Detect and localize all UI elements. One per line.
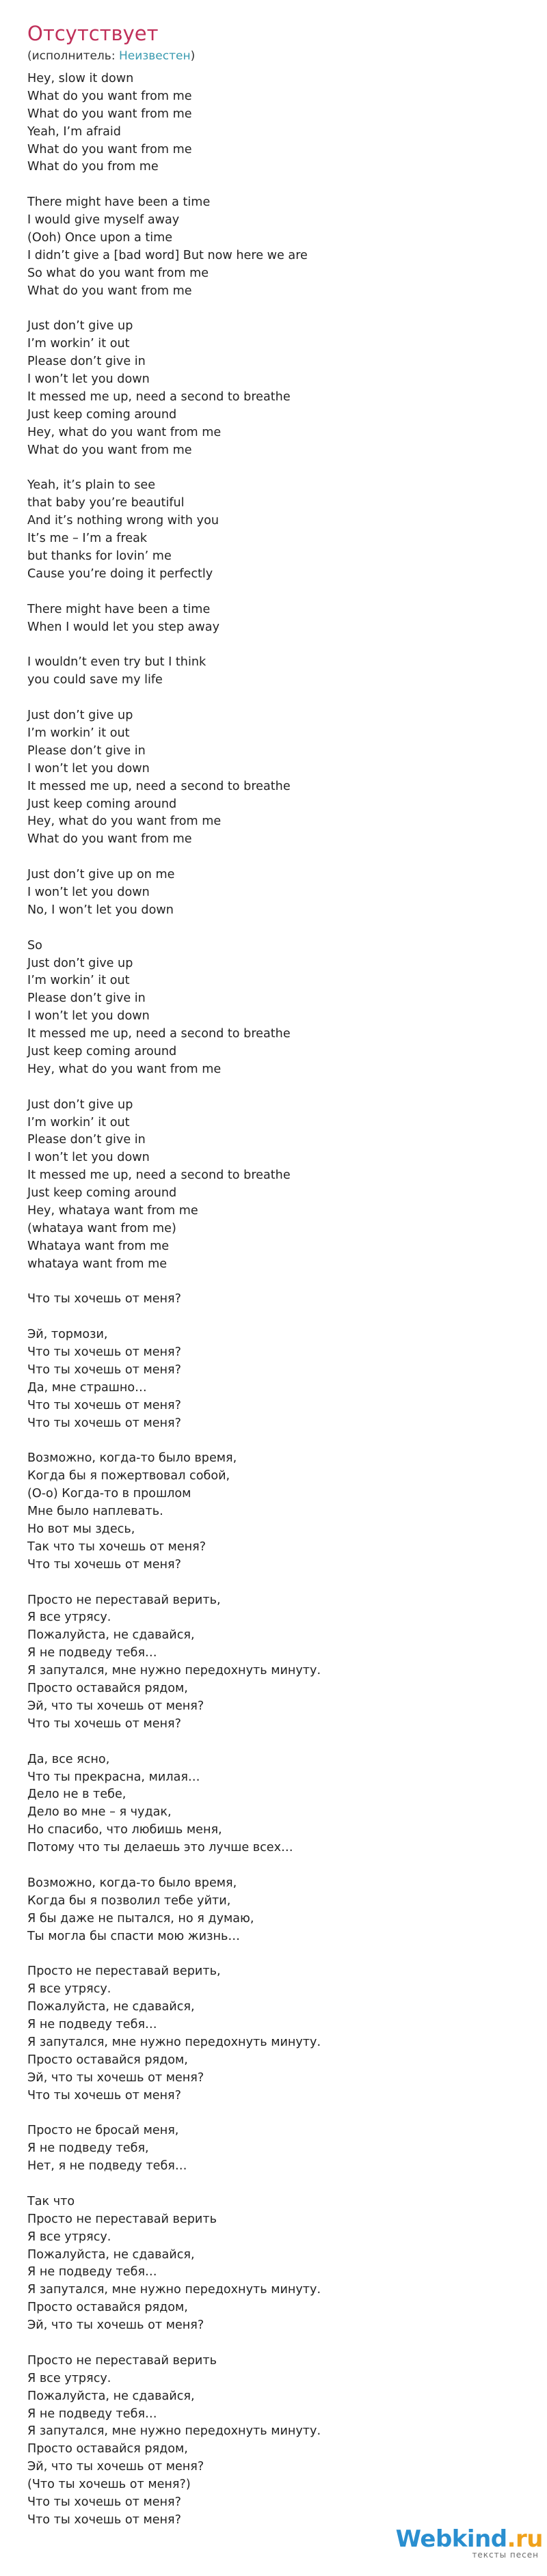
lyric-line: Что ты хочешь от меня? bbox=[27, 1363, 181, 1378]
lyric-line: Я все утрясу. bbox=[27, 2230, 111, 2244]
lyric-line: Я запутался, мне нужно передохнуть минуту. bbox=[27, 2035, 321, 2049]
lyric-line: When I would let you step away bbox=[27, 620, 219, 634]
lyric-line: I won’t let you down bbox=[27, 372, 150, 387]
lyric-line: Просто не переставай верить, bbox=[27, 1593, 221, 1607]
lyric-line: Hey, what do you want from me bbox=[27, 814, 222, 829]
lyric-line: Что ты хочешь от меня? bbox=[27, 2512, 181, 2527]
lyric-line: Просто не бросай меня, bbox=[27, 2124, 179, 2138]
lyric-line: I wouldn’t even try but I think bbox=[27, 655, 206, 670]
lyric-line: Ты могла бы спасти мою жизнь… bbox=[27, 1929, 240, 1943]
lyric-line: Что ты хочешь от меня? bbox=[27, 1292, 181, 1306]
lyric-line: Возможно, когда-то было время, bbox=[27, 1451, 237, 1466]
lyric-line: What do you want from me bbox=[27, 142, 192, 156]
lyric-line: Я все утрясу. bbox=[27, 1611, 111, 1625]
lyric-blank-line bbox=[27, 584, 520, 601]
lyric-line: Нет, я не подведу тебя… bbox=[27, 2159, 187, 2174]
lyric-blank-line bbox=[27, 301, 520, 318]
lyric-line: I’m workin’ it out bbox=[27, 1115, 130, 1129]
lyric-line: Что ты прекрасна, милая… bbox=[27, 1770, 200, 1784]
lyric-line: Hey, slow it down bbox=[27, 72, 134, 85]
lyric-line: Просто оставайся рядом, bbox=[27, 2301, 188, 2315]
lyric-line: No, I won’t let you down bbox=[27, 903, 174, 917]
lyric-line: Hey, what do you want from me bbox=[27, 1062, 222, 1076]
lyric-line: I’m workin’ it out bbox=[27, 726, 130, 740]
lyric-line: Hey, what do you want from me bbox=[27, 425, 222, 439]
lyric-line: Просто оставайся рядом, bbox=[27, 2053, 188, 2067]
lyric-line: What do you want from me bbox=[27, 284, 192, 298]
lyric-line: Я бы даже не пытался, но я думаю, bbox=[27, 1911, 254, 1926]
lyric-line: There might have been a time bbox=[27, 602, 211, 616]
lyric-line: Возможно, когда-то было время, bbox=[27, 1876, 237, 1890]
lyric-line: (whataya want from me) bbox=[27, 1221, 176, 1235]
lyric-line: What do you want from me bbox=[27, 89, 192, 103]
lyric-line: Я все утрясу. bbox=[27, 1982, 111, 1997]
lyric-line: whataya want from me bbox=[27, 1257, 168, 1271]
lyric-line: Что ты хочешь от меня? bbox=[27, 1716, 181, 1731]
lyric-line: Just don’t give up bbox=[27, 1097, 133, 1112]
lyric-line: Пожалуйста, не сдавайся, bbox=[27, 1628, 195, 1643]
lyric-line: Я все утрясу. bbox=[27, 2371, 111, 2385]
lyric-line: What do you want from me bbox=[27, 832, 192, 847]
lyric-line: I would give myself away bbox=[27, 213, 180, 228]
lyric-line: Когда бы я позволил тебе уйти, bbox=[27, 1893, 231, 1908]
lyric-line: Just keep coming around bbox=[27, 797, 177, 811]
lyric-blank-line bbox=[27, 1945, 520, 1963]
lyric-line: Но спасибо, что любишь меня, bbox=[27, 1823, 222, 1837]
lyric-line: There might have been a time bbox=[27, 195, 211, 210]
lyric-line: Что ты хочешь от меня? bbox=[27, 1398, 181, 1412]
lyric-line: I won’t let you down bbox=[27, 1151, 150, 1165]
lyric-line: Yeah, I’m afraid bbox=[27, 124, 121, 139]
lyric-line: Please don’t give in bbox=[27, 743, 146, 758]
lyric-blank-line bbox=[27, 1433, 520, 1451]
lyric-line: Я не подведу тебя… bbox=[27, 2407, 157, 2421]
lyric-line: Yeah, it’s plain to see bbox=[27, 478, 156, 493]
lyric-blank-line bbox=[27, 920, 520, 937]
lyric-line: Просто не переставай верить bbox=[27, 2212, 217, 2226]
lyric-blank-line bbox=[27, 1857, 520, 1875]
logo-brand: Webkind bbox=[395, 2525, 507, 2553]
lyric-line: Just keep coming around bbox=[27, 407, 177, 422]
lyric-line: I won’t let you down bbox=[27, 761, 150, 776]
lyric-line: Я не подведу тебя… bbox=[27, 2265, 157, 2279]
lyric-line: Я не подведу тебя… bbox=[27, 2017, 157, 2031]
artist-link[interactable]: Неизвестен bbox=[118, 49, 191, 63]
lyric-line: Hey, whataya want from me bbox=[27, 1204, 198, 1218]
lyric-line: It messed me up, need a second to breathe bbox=[27, 390, 291, 405]
lyric-line: Just don’t give up bbox=[27, 319, 133, 333]
lyric-blank-line bbox=[27, 176, 520, 194]
artist-prefix: (исполнитель: bbox=[27, 49, 119, 63]
lyric-line: Да, мне страшно… bbox=[27, 1380, 147, 1395]
lyric-line: you could save my life bbox=[27, 673, 163, 687]
lyric-line: Что ты хочешь от меня? bbox=[27, 1416, 181, 1430]
lyric-line: (Что ты хочешь от меня?) bbox=[27, 2478, 191, 2492]
lyric-line: Дело во мне – я чудак, bbox=[27, 1805, 172, 1820]
lyric-line: I’m workin’ it out bbox=[27, 337, 130, 351]
logo-wordmark bbox=[386, 2525, 543, 2553]
lyric-blank-line bbox=[27, 1274, 520, 1291]
lyric-line: Когда бы я пожертвовал собой, bbox=[27, 1469, 230, 1483]
lyric-line: Я запутался, мне нужно передохнуть минуту. bbox=[27, 1664, 321, 1678]
lyric-line: Эй, тормози, bbox=[27, 1328, 108, 1342]
lyric-line: Эй, что ты хочешь от меня? bbox=[27, 2318, 204, 2333]
lyric-line: Просто оставайся рядом, bbox=[27, 2442, 188, 2456]
lyric-blank-line bbox=[27, 849, 520, 866]
lyric-line: Что ты хочешь от меня? bbox=[27, 2495, 181, 2510]
lyric-line: Дело не в тебе, bbox=[27, 1787, 126, 1802]
song-title: Отсутствует bbox=[27, 22, 159, 45]
lyric-blank-line bbox=[27, 1574, 520, 1592]
lyric-line: Just don’t give up bbox=[27, 956, 133, 970]
lyric-blank-line bbox=[27, 1079, 520, 1097]
lyric-line: Просто не переставай верить, bbox=[27, 1964, 221, 1979]
lyric-blank-line bbox=[27, 2335, 520, 2353]
lyric-blank-line bbox=[27, 689, 520, 707]
lyric-blank-line bbox=[27, 637, 520, 655]
lyric-line: Пожалуйста, не сдавайся, bbox=[27, 2389, 195, 2403]
lyric-line: (Ooh) Once upon a time bbox=[27, 231, 173, 245]
lyric-blank-line bbox=[27, 1734, 520, 1751]
lyric-line: Please don’t give in bbox=[27, 355, 146, 369]
lyric-line: Please don’t give in bbox=[27, 1133, 146, 1147]
lyric-line: It messed me up, need a second to breathe bbox=[27, 779, 291, 793]
lyric-line: It’s me – I’m a freak bbox=[27, 532, 148, 546]
lyric-line: Эй, что ты хочешь от меня? bbox=[27, 1699, 204, 1713]
logo-tagline: тексты песен bbox=[472, 2550, 539, 2560]
lyric-line: Эй, что ты хочешь от меня? bbox=[27, 2070, 204, 2085]
lyric-blank-line bbox=[27, 460, 520, 478]
lyric-line: (О-о) Когда-то в прошлом bbox=[27, 1487, 191, 1501]
lyric-line: Just keep coming around bbox=[27, 1044, 177, 1058]
lyric-line: Просто не переставай верить bbox=[27, 2353, 217, 2368]
lyrics-text bbox=[27, 70, 520, 2530]
lyric-line: Just keep coming around bbox=[27, 1186, 177, 1201]
lyric-line: Так что bbox=[27, 2194, 75, 2208]
artist-line bbox=[27, 49, 195, 64]
lyric-line: Потому что ты делаешь это лучше всех… bbox=[27, 1841, 293, 1855]
lyric-line: Но вот мы здесь, bbox=[27, 1522, 135, 1537]
lyric-line: Я не подведу тебя, bbox=[27, 2141, 149, 2156]
lyric-line: I didn’t give a [bad word] But now here we are bbox=[27, 248, 308, 262]
lyric-line: Please don’t give in bbox=[27, 991, 146, 1006]
lyric-line: Я не подведу тебя… bbox=[27, 1646, 157, 1660]
lyric-line: Да, все ясно, bbox=[27, 1752, 110, 1766]
lyric-line: Мне было наплевать. bbox=[27, 1505, 163, 1519]
lyric-line: What do you want from me bbox=[27, 443, 192, 457]
lyric-line: Эй, что ты хочешь от меня? bbox=[27, 2460, 204, 2474]
lyric-line: I’m workin’ it out bbox=[27, 974, 130, 988]
lyric-line: Я запутался, мне нужно передохнуть минуту. bbox=[27, 2424, 321, 2439]
lyric-line: And it’s nothing wrong with you bbox=[27, 514, 219, 528]
site-logo[interactable] bbox=[386, 2525, 543, 2573]
lyric-line: Что ты хочешь от меня? bbox=[27, 1345, 181, 1360]
lyric-line: that baby you’re beautiful bbox=[27, 496, 185, 510]
lyric-line: Я запутался, мне нужно передохнуть минуту. bbox=[27, 2283, 321, 2297]
lyric-line: Whataya want from me bbox=[27, 1239, 170, 1253]
lyric-line: Пожалуйста, не сдавайся, bbox=[27, 2247, 195, 2262]
lyric-line: I won’t let you down bbox=[27, 1009, 150, 1024]
lyric-blank-line bbox=[27, 1308, 520, 1326]
lyric-blank-line bbox=[27, 2176, 520, 2193]
lyric-line: Так что ты хочешь от меня? bbox=[27, 1539, 206, 1554]
lyric-line: It messed me up, need a second to breathe bbox=[27, 1027, 291, 1041]
lyric-line: Just don’t give up bbox=[27, 709, 133, 723]
lyric-line: Что ты хочешь от меня? bbox=[27, 2088, 181, 2102]
lyric-line: So bbox=[27, 938, 42, 953]
lyric-line: So what do you want from me bbox=[27, 266, 209, 280]
lyric-line: It messed me up, need a second to breathe bbox=[27, 1168, 291, 1183]
logo-tld: .ru bbox=[507, 2525, 543, 2553]
lyric-line: but thanks for lovin’ me bbox=[27, 549, 172, 564]
artist-suffix: ) bbox=[190, 49, 196, 63]
lyric-line: What do you from me bbox=[27, 160, 159, 174]
lyric-line: Just don’t give up on me bbox=[27, 868, 175, 882]
lyric-line: What do you want from me bbox=[27, 107, 192, 121]
lyric-line: I won’t let you down bbox=[27, 885, 150, 899]
lyric-line: Cause you’re doing it perfectly bbox=[27, 566, 213, 581]
lyric-line: Что ты хочешь от меня? bbox=[27, 1557, 181, 1572]
lyric-line: Пожалуйста, не сдавайся, bbox=[27, 2000, 195, 2014]
lyric-line: Просто оставайся рядом, bbox=[27, 1682, 188, 1696]
lyric-blank-line bbox=[27, 2105, 520, 2122]
